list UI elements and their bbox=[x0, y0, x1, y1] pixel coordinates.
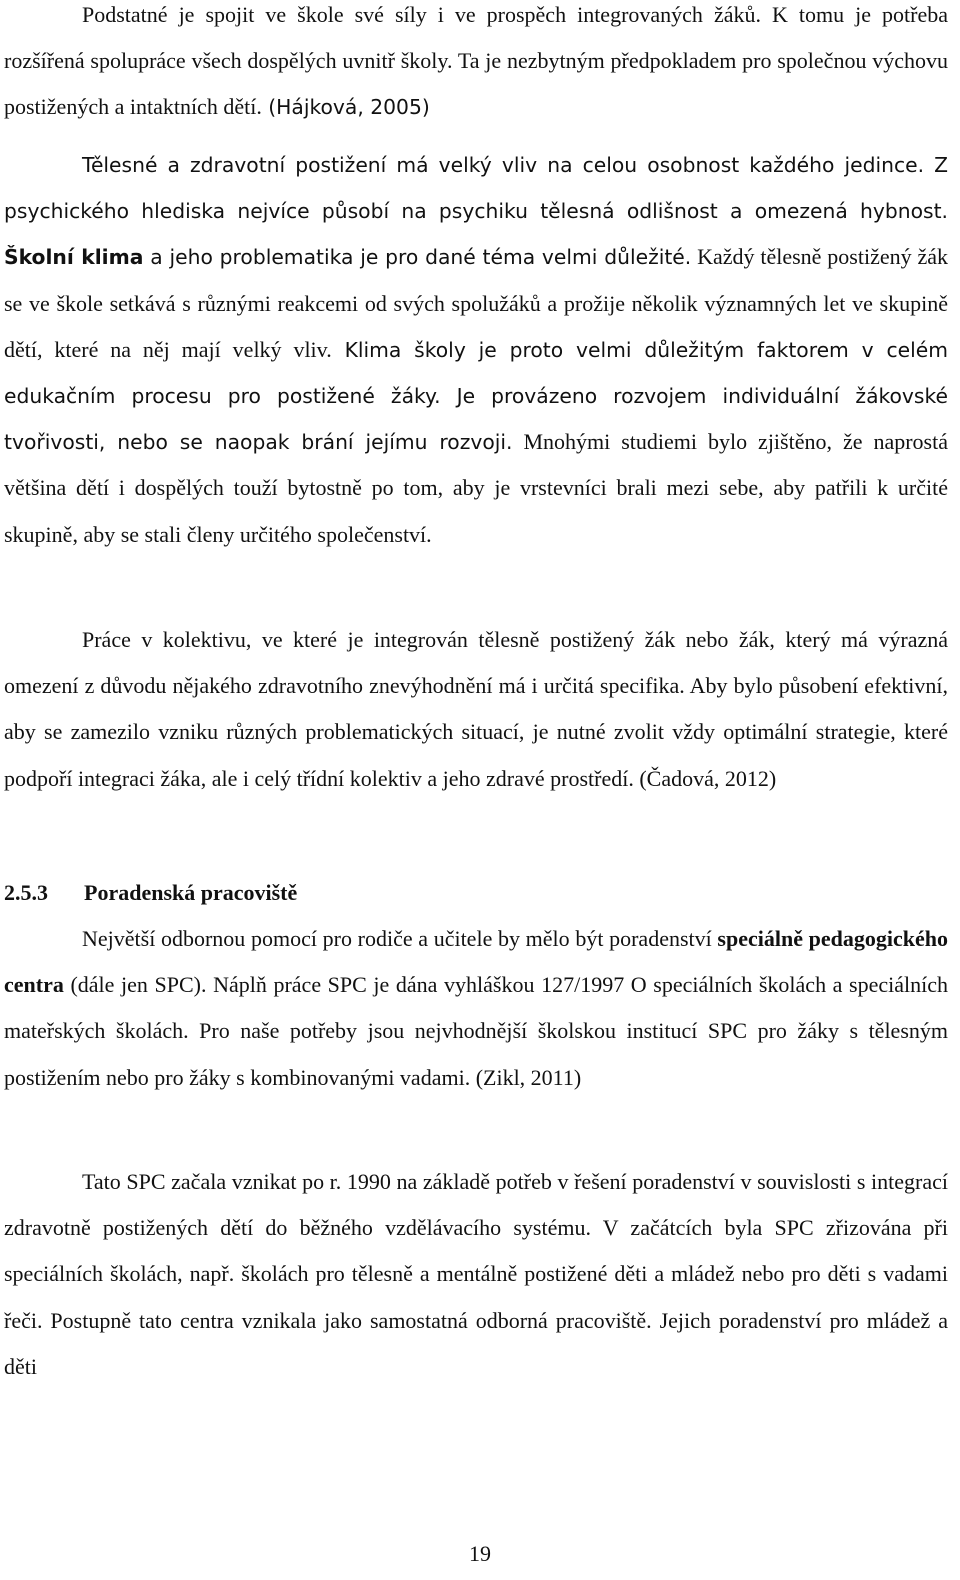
paragraph-5-text: Tato SPC začala vznikat po r. 1990 na základě potřeb v řešení poradenství v souvislosti s integrací zdravotně postižených dětí do běžného vzdělávacího systému. V začátcích byla SPC zřizována při speciálních školách, např. školách pro tělesně a mentálně postižené děti a mládež nebo pro děti s vadami řeči. Postupně tato centra vznikala jako samostatná odborná pracoviště. Jejich poradenství pro mládež a děti bbox=[4, 1169, 948, 1379]
paragraph-2-intro: Tělesné a zdravotní postižení má velký vliv na celou osobnost každého jedince. Z psychického hlediska nejvíce působí na psychiku tělesná odlišnost a omezená hybnost. bbox=[4, 153, 948, 224]
paragraph-2-end: Mnohými studiemi bylo zjištěno, že naprostá většina dětí i dospělých touží bytostně po tom, aby je vrstevníci brali mezi sebe, aby patřili k určité skupině, aby se stali členy určitého společenství. bbox=[4, 429, 948, 547]
paragraph-1-line-3: předpokladem pro společnou výchovu postižených a intaktních dětí. bbox=[4, 48, 949, 120]
section-number: 2.5.3 bbox=[4, 880, 48, 905]
paragraph-2 bbox=[4, 142, 948, 558]
paragraph-3-text: Práce v kolektivu, ve které je integrován tělesně postižený žák nebo žák, který má výrazná omezení z důvodu nějakého zdravotního znevýhodnění má i určitá specifika. Aby bylo působení efektivní, aby se zamezilo vzniku různých problematických situací, je nutné zvolit vždy optimální strategie, které podpoří integraci žáka, ale i celý třídní kolektiv a jeho zdravé prostředí. (Čadová, 2012) bbox=[4, 627, 948, 791]
page-number: 19 bbox=[469, 1541, 491, 1566]
paragraph-4-intro: Největší odbornou pomocí pro rodiče a učitele by mělo být poradenství bbox=[82, 926, 718, 951]
paragraph-1-line-2: potřeba rozšířená spolupráce všech dospělých uvnitř školy. Ta je nezbytným bbox=[4, 2, 948, 74]
section-heading bbox=[4, 874, 948, 912]
paragraph-3 bbox=[4, 617, 948, 802]
paragraph-4-rest: (dále jen SPC). Náplň práce SPC je dána vyhláškou 127/1997 O speciálních školách a speciálních mateřských školách. Pro naše potřeby jsou nejvhodnější školskou institucí SPC pro žáky s tělesným postižením nebo pro žáky s kombinovanými vadami. (Zikl, 2011) bbox=[4, 972, 948, 1090]
paragraph-1-line-1: Podstatné je spojit ve škole své síly i ve prospěch integrovaných žáků. K tomu je bbox=[82, 2, 883, 27]
section-title: Poradenská pracoviště bbox=[84, 880, 298, 905]
paragraph-4 bbox=[4, 916, 948, 1101]
paragraph-2-rest: a jeho problematika je pro dané téma velmi důležité. bbox=[143, 245, 692, 270]
paragraph-2-serif: Každý tělesně postižený žák se ve škole setkává s různými reakcemi od svých spolužáků a prožije několik významných let ve skupině dětí, které na něj mají velký vliv. bbox=[4, 244, 948, 362]
citation-hajkova: (Hájková, 2005) bbox=[261, 95, 430, 120]
paragraph-1 bbox=[4, 0, 948, 131]
paragraph-5 bbox=[4, 1159, 948, 1390]
school-climate-term: Školní klima bbox=[4, 245, 144, 270]
spc-term: speciálně pedagogického centra bbox=[4, 926, 948, 998]
paragraph-2-sans: Klima školy je proto velmi důležitým faktorem v celém edukačním procesu pro postižené žáky. Je provázeno rozvojem individuální žákovské tvořivosti, nebo se naopak brání jejímu rozvoji. bbox=[4, 337, 948, 455]
